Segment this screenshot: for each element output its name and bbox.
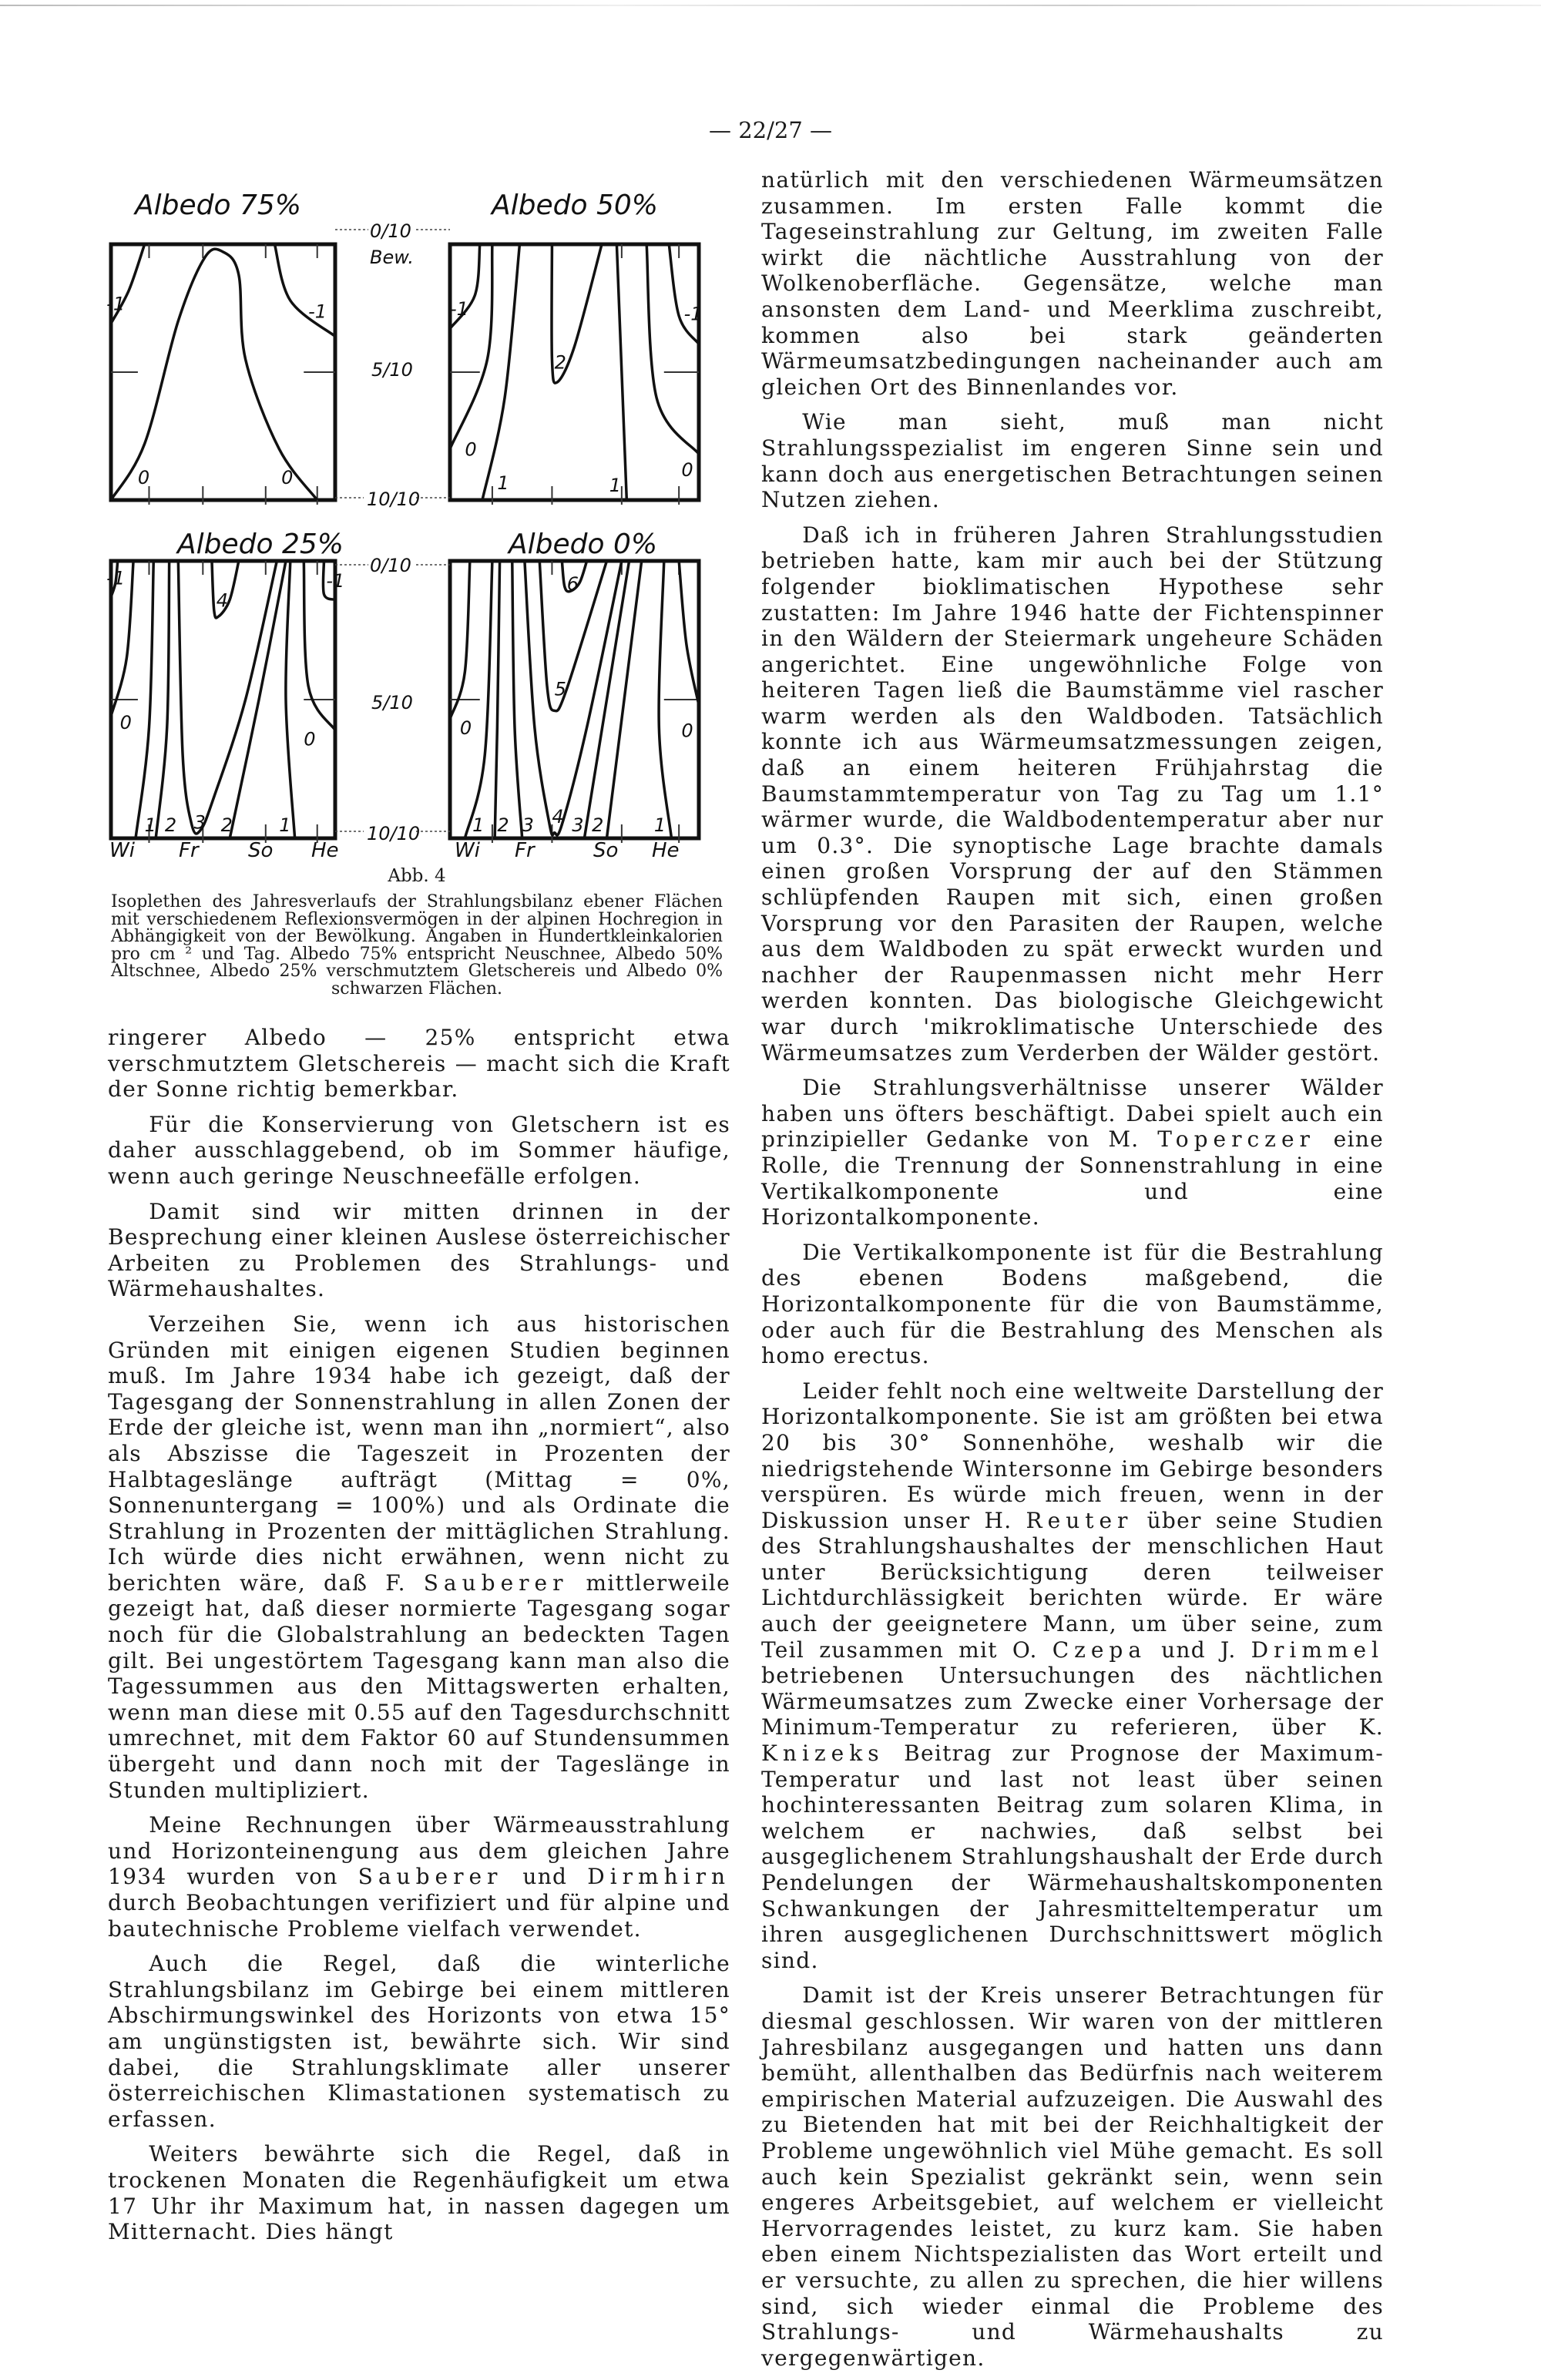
author-name: Dirmhirn — [587, 1864, 730, 1890]
paragraph — [761, 167, 1384, 400]
isopleth-line — [136, 561, 153, 838]
y-axis-mid-label: 5/10 — [371, 359, 413, 381]
text-run: ringerer Albedo — 25% entspricht etwa verschmutztem Gletschereis — macht sich die Kraft der Sonne richtig bemerkbar. — [108, 1025, 730, 1103]
y-axis-bottom-label: 10/10 — [367, 488, 421, 510]
contour-value-label: 2 — [164, 814, 177, 836]
isopleth-line — [286, 561, 295, 838]
paragraph — [761, 522, 1384, 1066]
contour-value-label: 0 — [119, 711, 132, 733]
author-name: Drimmel — [1251, 1636, 1384, 1663]
text-run: mittlerweile gezeigt hat, daß dieser normierte Tagesgang sogar noch für die Globalstrahlung an bedeckten Tagen gilt. Bei ungestörtem Tagesgang kann man also die Tagessummen aus den Mittagswerten erhalten, wenn man diese mit 0.55 auf den Tagesdurchschnitt umrechnet, mit dem Faktor 60 auf Stundensummen übergeht und dann noch mit der Tageslänge in Stunden multipliziert. — [108, 1569, 730, 1803]
isopleth-panel — [450, 190, 703, 505]
contour-value-label: 2 — [497, 814, 509, 836]
text-run: Wie man sieht, muß man nicht Strahlungsspezialist im engeren Sinne sein und kann doch aus energetischen Betrachtungen seinen Nutzen ziehen. — [761, 409, 1384, 513]
text-run: und J. — [1147, 1636, 1251, 1663]
text-run: Daß ich in früheren Jahren Strahlungsstudien betrieben hatte, kam mir auch bei der Stützung folgender bioklimatischen Hypothese sehr zustatten: Im Jahre 1946 hatte der Fichtenspinner in den Wäldern der Steiermark ungeheure Schäden angerichtet. Eine ungewöhnliche Folge von heiteren Tagen ließ die Baumstämme viel rascher warm werden als den Waldboden. Tatsächlich konnte ich aus Wärmeumsatzmessungen zeigen, daß an einem heiteren Frühjahrstag die Baumstammtemperatur von Tag zu Tag um 1.1° wärmer wurde, die Waldbodentemperatur aber nur um 0.3°. Die synoptische Lage brachte damals einen großen Vorsprung der auf den Stämmen schlüpfenden Raupen mit sich, einen großen Vorsprung vor den Parasiten der Raupen, welche aus dem Waldboden zu spät erweckt wurden und nachher der Raupenmassen nicht mehr Herr werden konnten. Das biologische Gleichgewicht war durch 'mikroklimatische Unterschiede des Wärmeumsatzes zum Verderben der Wälder gestört. — [761, 522, 1384, 1066]
contour-value-label: 3 — [522, 814, 534, 836]
paragraph — [761, 1982, 1384, 2371]
author-name: Knizeks — [761, 1741, 885, 1767]
contour-value-label: 2 — [592, 814, 604, 836]
contour-value-label: 4 — [216, 589, 229, 612]
paragraph — [108, 1025, 730, 1103]
text-run: und — [502, 1864, 588, 1890]
text-run: Leider fehlt noch eine weltweite Darstellung der Horizontalkomponente. Sie ist am größten bei etwa 20 bis 30° Sonnenhöhe, weshalb wir die niedrigstehende Wintersonne im Gebirge besonders verspüren. Es würde mich freuen, wenn in der Diskussion unser H. — [761, 1378, 1384, 1533]
isopleth-line — [679, 561, 699, 705]
contour-value-label: 6 — [566, 572, 579, 595]
isopleth-panel — [106, 190, 335, 505]
text-run: Verzeihen Sie, wenn ich aus historischen Gründen mit einigen eigenen Studien beginnen muß. Im Jahre 1934 habe ich gezeigt, daß der Tagesgang der Sonnenstrahlung in allen Zonen der Erde der gleiche ist, wenn man ihn „normiert“, also als Abszisse die Tageszeit in Prozenten der Halbtageslänge aufträgt (Mittag = 0%, Sonnenuntergang = 100%) und als Ordinate die Strahlung in Prozenten der mittäglichen Strahlung. Ich würde dies nicht erwähnen, wenn nicht zu berichten wäre, daß F. — [108, 1311, 730, 1596]
season-label-left: So — [248, 839, 274, 862]
text-run: Die Vertikalkomponente ist für die Bestrahlung des ebenen Bodens maßgebend, die Horizontalkomponente für die von Baumstämme, oder auch für die Bestrahlung des Menschen als homo erectus. — [761, 1239, 1384, 1369]
contour-value-label: 0 — [681, 720, 693, 742]
paragraph — [108, 2141, 730, 2244]
y-axis-top-label: 0/10 — [370, 220, 411, 242]
y-axis-bottom-label-lower: 10/10 — [367, 823, 421, 844]
panel-title: Albedo 50% — [492, 190, 658, 221]
text-run: Die Strahlungsverhältnisse unserer Wälder haben uns öfters beschäftigt. Dabei spielt auch ein prinzipieller Gedanke von M. — [761, 1075, 1384, 1153]
y-axis-unit-label: Bew. — [370, 247, 414, 268]
contour-value-label: 0 — [459, 717, 472, 739]
isopleth-line — [495, 561, 499, 838]
y-axis-top-label-lower: 0/10 — [370, 555, 411, 576]
contour-value-label: -1 — [683, 303, 703, 325]
isopleth-line — [669, 244, 699, 344]
panel-title: Albedo 75% — [135, 190, 301, 221]
page-number: — 22/27 — — [708, 117, 832, 143]
contour-value-label: 2 — [554, 351, 566, 374]
contour-value-label: 0 — [304, 728, 316, 750]
left-text-column — [108, 1025, 730, 2254]
contour-value-label: 0 — [681, 459, 693, 482]
paragraph — [108, 1311, 730, 1803]
season-label-right: So — [593, 839, 619, 862]
panel-frame — [450, 244, 699, 500]
text-run: Beitrag zur Prognose der Maximum-Temperatur und last not least über seinen hochinteressanten Beitrag zum solaren Klima, in welchem er nachwies, daß selbst bei ausgeglichenem Strahlungshaushalt der Erde durch Pendelungen der Wärmehaushaltskomponenten Schwankungen der Jahresmitteltemperatur um ihren ausgeglichenen Durchschnittswert möglich sind. — [761, 1741, 1384, 1973]
text-run: Auch die Regel, daß die winterliche Strahlungsbilanz im Gebirge bei einem mittleren Abschirmungswinkel des Horizonts von etwa 15° am ungünstigsten ist, bewährte sich. Wir sind dabei, die Strahlungsklimate aller unserer österreichischen Klimastationen systematisch zu erfassen. — [108, 1951, 730, 2132]
text-run: eine Rolle, die Trennung der Sonnenstrahlung in eine Vertikalkomponente und eine Horizontalkomponente. — [761, 1126, 1384, 1230]
panel-title: Albedo 25% — [177, 529, 344, 560]
isopleth-line — [482, 244, 519, 500]
paragraph — [108, 1812, 730, 1942]
contour-value-label: 4 — [552, 806, 564, 828]
contour-value-label: 0 — [281, 467, 294, 489]
contour-value-label: -1 — [106, 293, 126, 315]
paragraph — [761, 1075, 1384, 1230]
contour-value-label: -1 — [326, 570, 345, 592]
author-name: Czepa — [1052, 1636, 1147, 1663]
season-label-left: He — [311, 839, 339, 862]
season-label-right: Wi — [455, 839, 480, 862]
author-name: Toperczer — [1157, 1126, 1315, 1153]
isopleth-line — [274, 244, 335, 337]
figure-caption: Isoplethen des Jahresverlaufs der Strahlungsbilanz ebener Flächen mit verschiedenem Reflexionsvermögen in der alpinen Hochregion in Abhängigkeit von der Bewölkung. Angaben in Hundertkleinkalorien pro cm ² und Tag. Albedo 75% entspricht Neuschnee, Albedo 50% Altschnee, Albedo 25% verschmutztem Gletschereis und Albedo 0% schwarzen Flächen. — [111, 892, 723, 999]
contour-value-label: 1 — [653, 814, 666, 836]
season-label-right: Fr — [515, 839, 535, 862]
isopleth-line — [111, 249, 317, 500]
figure-number: Abb. 4 — [388, 866, 446, 886]
paragraph — [761, 1240, 1384, 1369]
contour-value-label: 0 — [465, 438, 477, 461]
text-run: Meine Rechnungen über Wärmeausstrahlung und Horizonteinengung aus dem gleichen Jahre 1934 wurden von — [108, 1812, 730, 1890]
panel-title: Albedo 0% — [509, 529, 658, 560]
text-run: betriebenen Untersuchungen des nächtlichen Wärmeumsatzes zum Zwecke einer Vorhersage der Minimum-Temperatur zu referieren, über K. — [761, 1663, 1384, 1741]
contour-value-label: -1 — [106, 567, 126, 589]
text-run: Damit sind wir mitten drinnen in der Besprechung einer kleinen Auslese österreichischer Arbeiten zu Problemen des Strahlungs- und Wärmehaushaltes. — [108, 1198, 730, 1302]
author-name: Sauberer — [423, 1569, 569, 1596]
contour-value-label: -1 — [450, 298, 468, 320]
text-run: durch Beobachtungen verifiziert und für alpine und bautechnische Probleme vielfach verwendet. — [108, 1890, 730, 1942]
contour-value-label: 3 — [193, 811, 206, 834]
paragraph — [108, 1951, 730, 2132]
paragraph — [761, 1378, 1384, 1974]
text-run: Für die Konservierung von Gletschern ist es daher ausschlaggebend, ob im Sommer häufige, wenn auch geringe Neuschneefälle erfolgen. — [108, 1111, 730, 1189]
isopleth-line — [512, 561, 522, 838]
contour-value-label: 5 — [554, 678, 566, 700]
season-label-left: Wi — [109, 839, 135, 862]
contour-value-label: 1 — [279, 814, 291, 836]
paragraph — [108, 1112, 730, 1190]
text-run: Damit ist der Kreis unserer Betrachtungen für diesmal geschlossen. Wir waren von der mittleren Jahresbilanz ausgegangen und hatten uns dann bemüht, allenthalben das Bedürfnis nach weiterem empirischen Material aufzuzeigen. Die Auswahl des zu Bietenden hat mit bei der Reichhaltigkeit der Probleme ungewöhnlich viel Mühe gemacht. Es soll auch kein Spezialist gekränkt sein, wenn sein engeres Arbeitsgebiet, auf welchem er vielleicht Hervorragendes leistet, zu kurz kam. Sie haben eben einem Nichtspezialisten das Wort erteilt und er versuchte, zu allen zu sprechen, die hier willens sind, sich wieder einmal die Probleme des Strahlungs- und Wärmehaushalts zu vergegenwärtigen. — [761, 1982, 1384, 2371]
isopleth-panel — [450, 529, 699, 843]
isopleth-panel — [106, 529, 344, 843]
paragraph — [761, 409, 1384, 512]
contour-value-label: -1 — [308, 300, 327, 323]
y-axis-mid-label-lower: 5/10 — [371, 692, 413, 713]
season-label-left: Fr — [179, 839, 199, 862]
contour-value-label: 1 — [497, 472, 509, 494]
author-name: Reuter — [1026, 1507, 1133, 1533]
isopleth-line — [450, 244, 492, 449]
contour-value-label: 0 — [137, 467, 150, 489]
isopleth-line — [156, 561, 169, 838]
isopleth-line — [584, 561, 629, 838]
contour-value-label: 3 — [572, 814, 584, 836]
contour-value-label: 1 — [144, 814, 156, 836]
contour-value-label: 1 — [472, 814, 485, 836]
contour-value-label: 1 — [609, 475, 622, 497]
paragraph — [108, 1199, 730, 1302]
isopleth-line — [616, 244, 626, 500]
contour-value-label: 2 — [220, 814, 233, 836]
season-label-right: He — [652, 839, 680, 862]
right-text-column — [761, 167, 1384, 2380]
text-run: über seine Studien des Strahlungshaushaltes der menschlichen Haut unter Berücksichtigung deren teilweiser Lichtdurchlässigkeit berichten würde. Er wäre auch der geeignetere Mann, um über seine, zum Teil zusammen mit O. — [761, 1507, 1384, 1663]
text-run: natürlich mit den verschiedenen Wärmeumsätzen zusammen. Im ersten Falle kommt die Tageseinstrahlung zur Geltung, im zweiten Falle wirkt die nächtliche Ausstrahlung von der Wolkenoberfläche. Gegensätze, welche man ansonsten dem Land- und Meerklima zuschreibt, kommen also bei stark geänderten Wärmeumsatzbedingungen nacheinander auch am gleichen Ort des Binnenlandes vor. — [761, 167, 1384, 400]
author-name: Sauberer — [358, 1864, 503, 1890]
panel-frame — [111, 244, 335, 500]
isopleth-line — [450, 561, 470, 719]
isopleth-line — [230, 561, 286, 838]
text-run: Weiters bewährte sich die Regel, daß in trockenen Monaten die Regenhäufigkeit um etwa 17 Uhr ihr Maximum hat, in nassen dagegen um Mitternacht. Dies hängt — [108, 2141, 730, 2245]
